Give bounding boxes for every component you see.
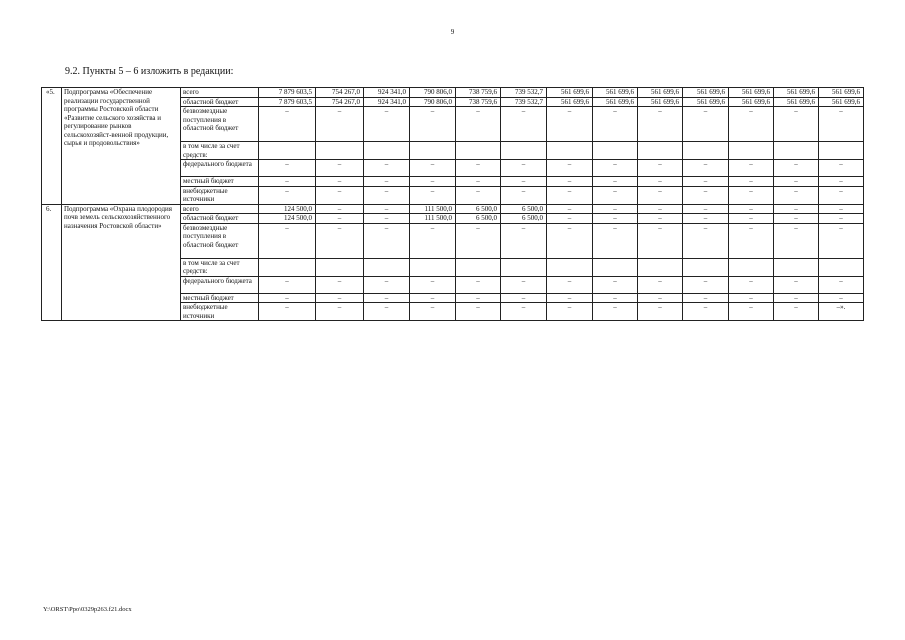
value-cell <box>410 142 456 160</box>
value-cell: – <box>683 160 729 177</box>
value-cell: 561 699,6 <box>547 97 593 107</box>
value-cell: – <box>364 177 410 187</box>
value-cell: – <box>316 293 364 303</box>
value-cell: – <box>729 177 774 187</box>
value-cell <box>259 142 316 160</box>
value-cell: – <box>456 107 501 142</box>
value-cell: – <box>547 186 593 204</box>
value-cell: 561 699,6 <box>774 97 819 107</box>
funding-source-label: федерального бюджета <box>181 276 259 293</box>
value-cell: 790 806,0 <box>410 88 456 98</box>
value-cell: – <box>364 204 410 214</box>
value-cell: – <box>410 223 456 258</box>
value-cell: – <box>364 303 410 321</box>
value-cell: – <box>316 214 364 224</box>
value-cell: – <box>683 223 729 258</box>
value-cell: – <box>259 186 316 204</box>
value-cell <box>729 142 774 160</box>
value-cell: – <box>259 303 316 321</box>
value-cell: 739 532,7 <box>501 88 547 98</box>
value-cell: – <box>316 186 364 204</box>
value-cell: – <box>593 204 638 214</box>
value-cell <box>547 142 593 160</box>
value-cell: – <box>819 214 864 224</box>
funding-source-label: федерального бюджета <box>181 160 259 177</box>
value-cell: 561 699,6 <box>593 88 638 98</box>
funding-source-label: областной бюджет <box>181 97 259 107</box>
value-cell: 561 699,6 <box>729 97 774 107</box>
value-cell: – <box>316 303 364 321</box>
value-cell: 6 500,0 <box>501 204 547 214</box>
value-cell: – <box>819 186 864 204</box>
value-cell: – <box>593 107 638 142</box>
funding-table <box>41 87 864 321</box>
value-cell: – <box>316 204 364 214</box>
value-cell: – <box>456 186 501 204</box>
value-cell: 124 500,0 <box>259 214 316 224</box>
table-row <box>42 88 864 98</box>
funding-source-label: всего <box>181 204 259 214</box>
value-cell: – <box>410 107 456 142</box>
value-cell: – <box>501 186 547 204</box>
funding-source-label: местный бюджет <box>181 177 259 187</box>
funding-source-label: в том числе за счет средств: <box>181 142 259 160</box>
value-cell: – <box>259 177 316 187</box>
value-cell: – <box>683 293 729 303</box>
value-cell: – <box>364 186 410 204</box>
value-cell: – <box>456 276 501 293</box>
value-cell: – <box>819 276 864 293</box>
value-cell: 561 699,6 <box>819 97 864 107</box>
funding-source-label: безвозмездные поступления в областной бюджет <box>181 107 259 142</box>
value-cell: – <box>683 204 729 214</box>
value-cell: – <box>819 160 864 177</box>
value-cell: – <box>774 186 819 204</box>
value-cell: – <box>410 293 456 303</box>
value-cell: – <box>410 186 456 204</box>
value-cell: – <box>316 223 364 258</box>
page-number: 9 <box>450 28 455 36</box>
value-cell: – <box>364 223 410 258</box>
value-cell: – <box>501 177 547 187</box>
value-cell: 561 699,6 <box>638 97 683 107</box>
value-cell: 6 500,0 <box>501 214 547 224</box>
value-cell <box>501 142 547 160</box>
value-cell: – <box>729 160 774 177</box>
value-cell: – <box>638 177 683 187</box>
value-cell: – <box>819 204 864 214</box>
value-cell: – <box>364 107 410 142</box>
value-cell: – <box>547 160 593 177</box>
funding-source-label: местный бюджет <box>181 293 259 303</box>
value-cell: – <box>819 293 864 303</box>
value-cell: – <box>638 107 683 142</box>
value-cell <box>593 142 638 160</box>
row-index: 6. <box>42 204 62 321</box>
value-cell: – <box>259 107 316 142</box>
value-cell: – <box>593 160 638 177</box>
value-cell <box>819 142 864 160</box>
value-cell: – <box>364 160 410 177</box>
value-cell <box>593 258 638 276</box>
value-cell: – <box>501 303 547 321</box>
value-cell <box>410 258 456 276</box>
value-cell: – <box>593 186 638 204</box>
value-cell: – <box>410 276 456 293</box>
value-cell: – <box>683 186 729 204</box>
value-cell: – <box>774 303 819 321</box>
value-cell: – <box>410 160 456 177</box>
value-cell: 111 500,0 <box>410 214 456 224</box>
value-cell: – <box>774 107 819 142</box>
value-cell <box>729 258 774 276</box>
value-cell: – <box>683 107 729 142</box>
value-cell: – <box>547 107 593 142</box>
value-cell: – <box>593 303 638 321</box>
value-cell: – <box>683 177 729 187</box>
value-cell: – <box>774 293 819 303</box>
funding-source-label: безвозмездные поступления в областной бюджет <box>181 223 259 258</box>
value-cell: – <box>819 223 864 258</box>
value-cell <box>364 142 410 160</box>
value-cell: – <box>774 204 819 214</box>
value-cell: 6 500,0 <box>456 204 501 214</box>
value-cell: – <box>547 204 593 214</box>
value-cell: – <box>638 303 683 321</box>
value-cell: – <box>774 177 819 187</box>
value-cell: – <box>547 276 593 293</box>
value-cell: – <box>683 214 729 224</box>
value-cell <box>456 258 501 276</box>
value-cell: – <box>364 293 410 303</box>
value-cell: – <box>683 276 729 293</box>
value-cell: – <box>456 160 501 177</box>
value-cell: 6 500,0 <box>456 214 501 224</box>
value-cell: – <box>456 177 501 187</box>
value-cell: – <box>547 223 593 258</box>
value-cell: – <box>547 293 593 303</box>
value-cell: – <box>729 223 774 258</box>
value-cell: – <box>638 214 683 224</box>
subprogram-name: Подпрограмма «Охрана плодородия почв земель сельскохозяйственного назначения Ростовской области» <box>62 204 181 321</box>
table-row <box>42 204 864 214</box>
value-cell: – <box>638 223 683 258</box>
value-cell: – <box>729 186 774 204</box>
value-cell: – <box>819 177 864 187</box>
value-cell: – <box>364 214 410 224</box>
value-cell <box>501 258 547 276</box>
value-cell: – <box>819 107 864 142</box>
value-cell: – <box>638 204 683 214</box>
value-cell <box>638 258 683 276</box>
value-cell: – <box>501 160 547 177</box>
value-cell: – <box>456 293 501 303</box>
value-cell: – <box>501 293 547 303</box>
value-cell: – <box>774 223 819 258</box>
value-cell <box>364 258 410 276</box>
value-cell: – <box>501 107 547 142</box>
value-cell <box>774 142 819 160</box>
footer-file-path: Y:\ORST\Ppo\0329p263.f21.docx <box>43 606 132 613</box>
value-cell: – <box>547 177 593 187</box>
value-cell: 924 341,0 <box>364 88 410 98</box>
value-cell <box>774 258 819 276</box>
value-cell: 754 267,0 <box>316 97 364 107</box>
value-cell: – <box>547 214 593 224</box>
instruction-heading: 9.2. Пункты 5 – 6 изложить в редакции: <box>65 66 234 77</box>
value-cell: – <box>364 276 410 293</box>
value-cell: – <box>729 293 774 303</box>
value-cell: – <box>774 276 819 293</box>
subprogram-name: Подпрограмма «Обеспечение реализации государственной программы Ростовской области «Развитие сельского хозяйства и регулирование рынков сельскохозяйст-венной продукции, сырья и продовольствия» <box>62 88 181 205</box>
value-cell: – <box>593 223 638 258</box>
value-cell <box>683 258 729 276</box>
value-cell: – <box>638 160 683 177</box>
value-cell <box>316 258 364 276</box>
value-cell <box>638 142 683 160</box>
value-cell <box>316 142 364 160</box>
value-cell: – <box>259 293 316 303</box>
value-cell <box>259 258 316 276</box>
value-cell: – <box>729 303 774 321</box>
value-cell: – <box>638 276 683 293</box>
value-cell <box>683 142 729 160</box>
funding-source-label: внебюджетные источники <box>181 186 259 204</box>
value-cell: – <box>593 177 638 187</box>
value-cell: – <box>729 107 774 142</box>
value-cell: – <box>683 303 729 321</box>
value-cell: – <box>547 303 593 321</box>
row-index: «5. <box>42 88 62 205</box>
value-cell: – <box>259 223 316 258</box>
value-cell: – <box>638 186 683 204</box>
value-cell: – <box>259 276 316 293</box>
value-cell: – <box>456 303 501 321</box>
value-cell: 561 699,6 <box>638 88 683 98</box>
value-cell: 754 267,0 <box>316 88 364 98</box>
value-cell: – <box>316 160 364 177</box>
value-cell: – <box>501 276 547 293</box>
funding-source-label: внебюджетные источники <box>181 303 259 321</box>
value-cell <box>819 258 864 276</box>
value-cell: – <box>774 214 819 224</box>
value-cell: 738 759,6 <box>456 97 501 107</box>
value-cell: –». <box>819 303 864 321</box>
value-cell: – <box>456 223 501 258</box>
value-cell: – <box>593 276 638 293</box>
value-cell: – <box>316 276 364 293</box>
value-cell: – <box>501 223 547 258</box>
value-cell: 7 879 603,5 <box>259 97 316 107</box>
value-cell: 561 699,6 <box>774 88 819 98</box>
value-cell: – <box>316 107 364 142</box>
value-cell: 790 806,0 <box>410 97 456 107</box>
value-cell: 561 699,6 <box>683 88 729 98</box>
funding-source-label: областной бюджет <box>181 214 259 224</box>
value-cell: 561 699,6 <box>593 97 638 107</box>
value-cell: – <box>593 293 638 303</box>
value-cell <box>456 142 501 160</box>
funding-source-label: всего <box>181 88 259 98</box>
value-cell: 738 759,6 <box>456 88 501 98</box>
value-cell: – <box>638 293 683 303</box>
value-cell: – <box>729 276 774 293</box>
value-cell: – <box>729 214 774 224</box>
value-cell: – <box>410 303 456 321</box>
value-cell: 124 500,0 <box>259 204 316 214</box>
value-cell: 561 699,6 <box>683 97 729 107</box>
value-cell: 7 879 603,5 <box>259 88 316 98</box>
value-cell: 561 699,6 <box>547 88 593 98</box>
value-cell: – <box>774 160 819 177</box>
funding-source-label: в том числе за счет средств: <box>181 258 259 276</box>
value-cell: 561 699,6 <box>819 88 864 98</box>
value-cell <box>547 258 593 276</box>
value-cell: – <box>259 160 316 177</box>
value-cell: 924 341,0 <box>364 97 410 107</box>
value-cell: – <box>316 177 364 187</box>
value-cell: – <box>410 177 456 187</box>
value-cell: 111 500,0 <box>410 204 456 214</box>
value-cell: 739 532,7 <box>501 97 547 107</box>
value-cell: – <box>729 204 774 214</box>
value-cell: 561 699,6 <box>729 88 774 98</box>
value-cell: – <box>593 214 638 224</box>
